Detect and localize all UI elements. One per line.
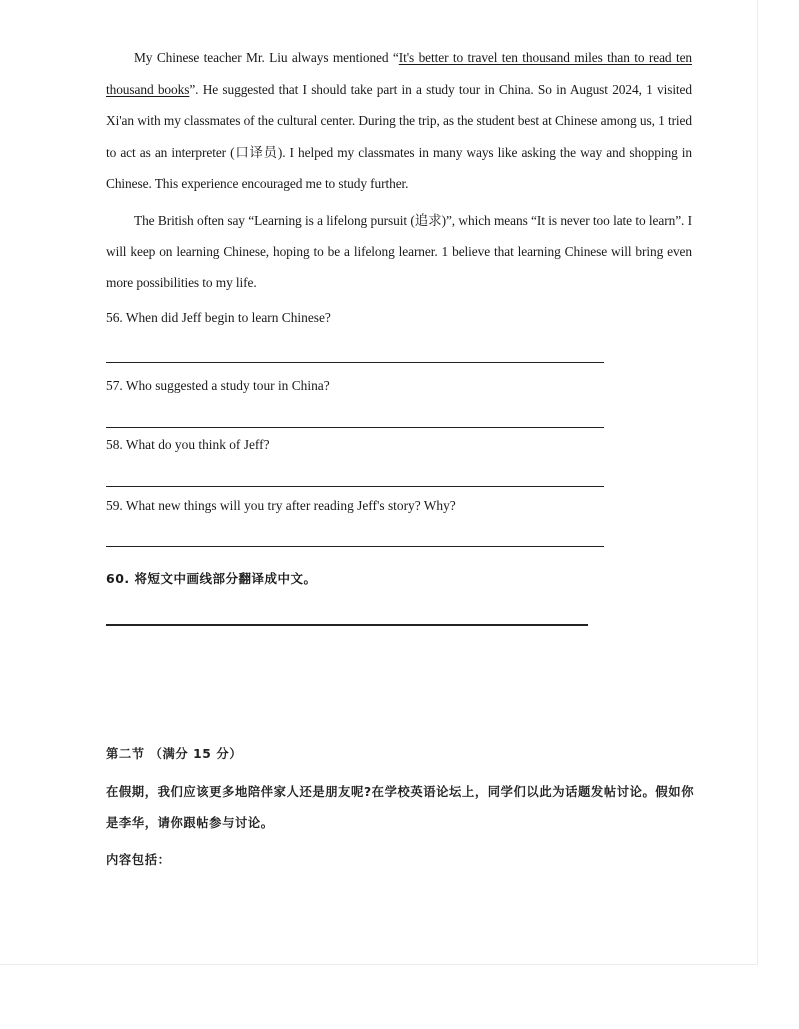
passage-text: ”. He suggested that I should take part in a study tour in China. So in August 2024, 1 visited Xi'an with my classmates of the cultural center. During the trip, as the student best at Chinese among us, 1 tried to act as an interpreter (口译员). I helped my classmates in many ways like asking the way and shopping in Chinese. This experience encouraged me to study further. [106, 81, 692, 191]
passage-paragraph-1 [106, 42, 692, 200]
passage-text: My Chinese teacher Mr. Liu always mentioned “ [134, 50, 399, 65]
passage-paragraph-2: The British often say “Learning is a lifelong pursuit (追求)”, which means “It is never too late to learn”. I will keep on learning Chinese, hoping to be a lifelong learner. 1 believe that learning Chinese will bring even more possibilities to my life. [106, 213, 692, 290]
answer-line-60[interactable] [106, 624, 588, 626]
question-60: 60. 将短文中画线部分翻译成中文。 [106, 571, 317, 586]
question-56: 56. When did Jeff begin to learn Chinese? [106, 310, 331, 325]
question-58: 58. What do you think of Jeff? [106, 437, 270, 452]
writing-task-description: 在假期，我们应该更多地陪伴家人还是朋友呢?在学校英语论坛上，同学们以此为话题发帖讨论。假如你是李华，请你跟帖参与讨论。 [106, 785, 695, 830]
answer-line-56[interactable] [106, 362, 604, 363]
answer-line-59[interactable] [106, 546, 604, 547]
answer-line-57[interactable] [106, 427, 604, 428]
question-57: 57. Who suggested a study tour in China? [106, 378, 330, 393]
section-2-title: 第二节 （满分 15 分） [106, 747, 243, 761]
underlined-sentence: It's better to travel ten thousand miles than to read ten thousand books [106, 50, 693, 97]
content-requirements-label: 内容包括： [106, 853, 171, 867]
answer-line-58[interactable] [106, 486, 604, 487]
question-59: 59. What new things will you try after reading Jeff's story? Why? [106, 498, 456, 513]
